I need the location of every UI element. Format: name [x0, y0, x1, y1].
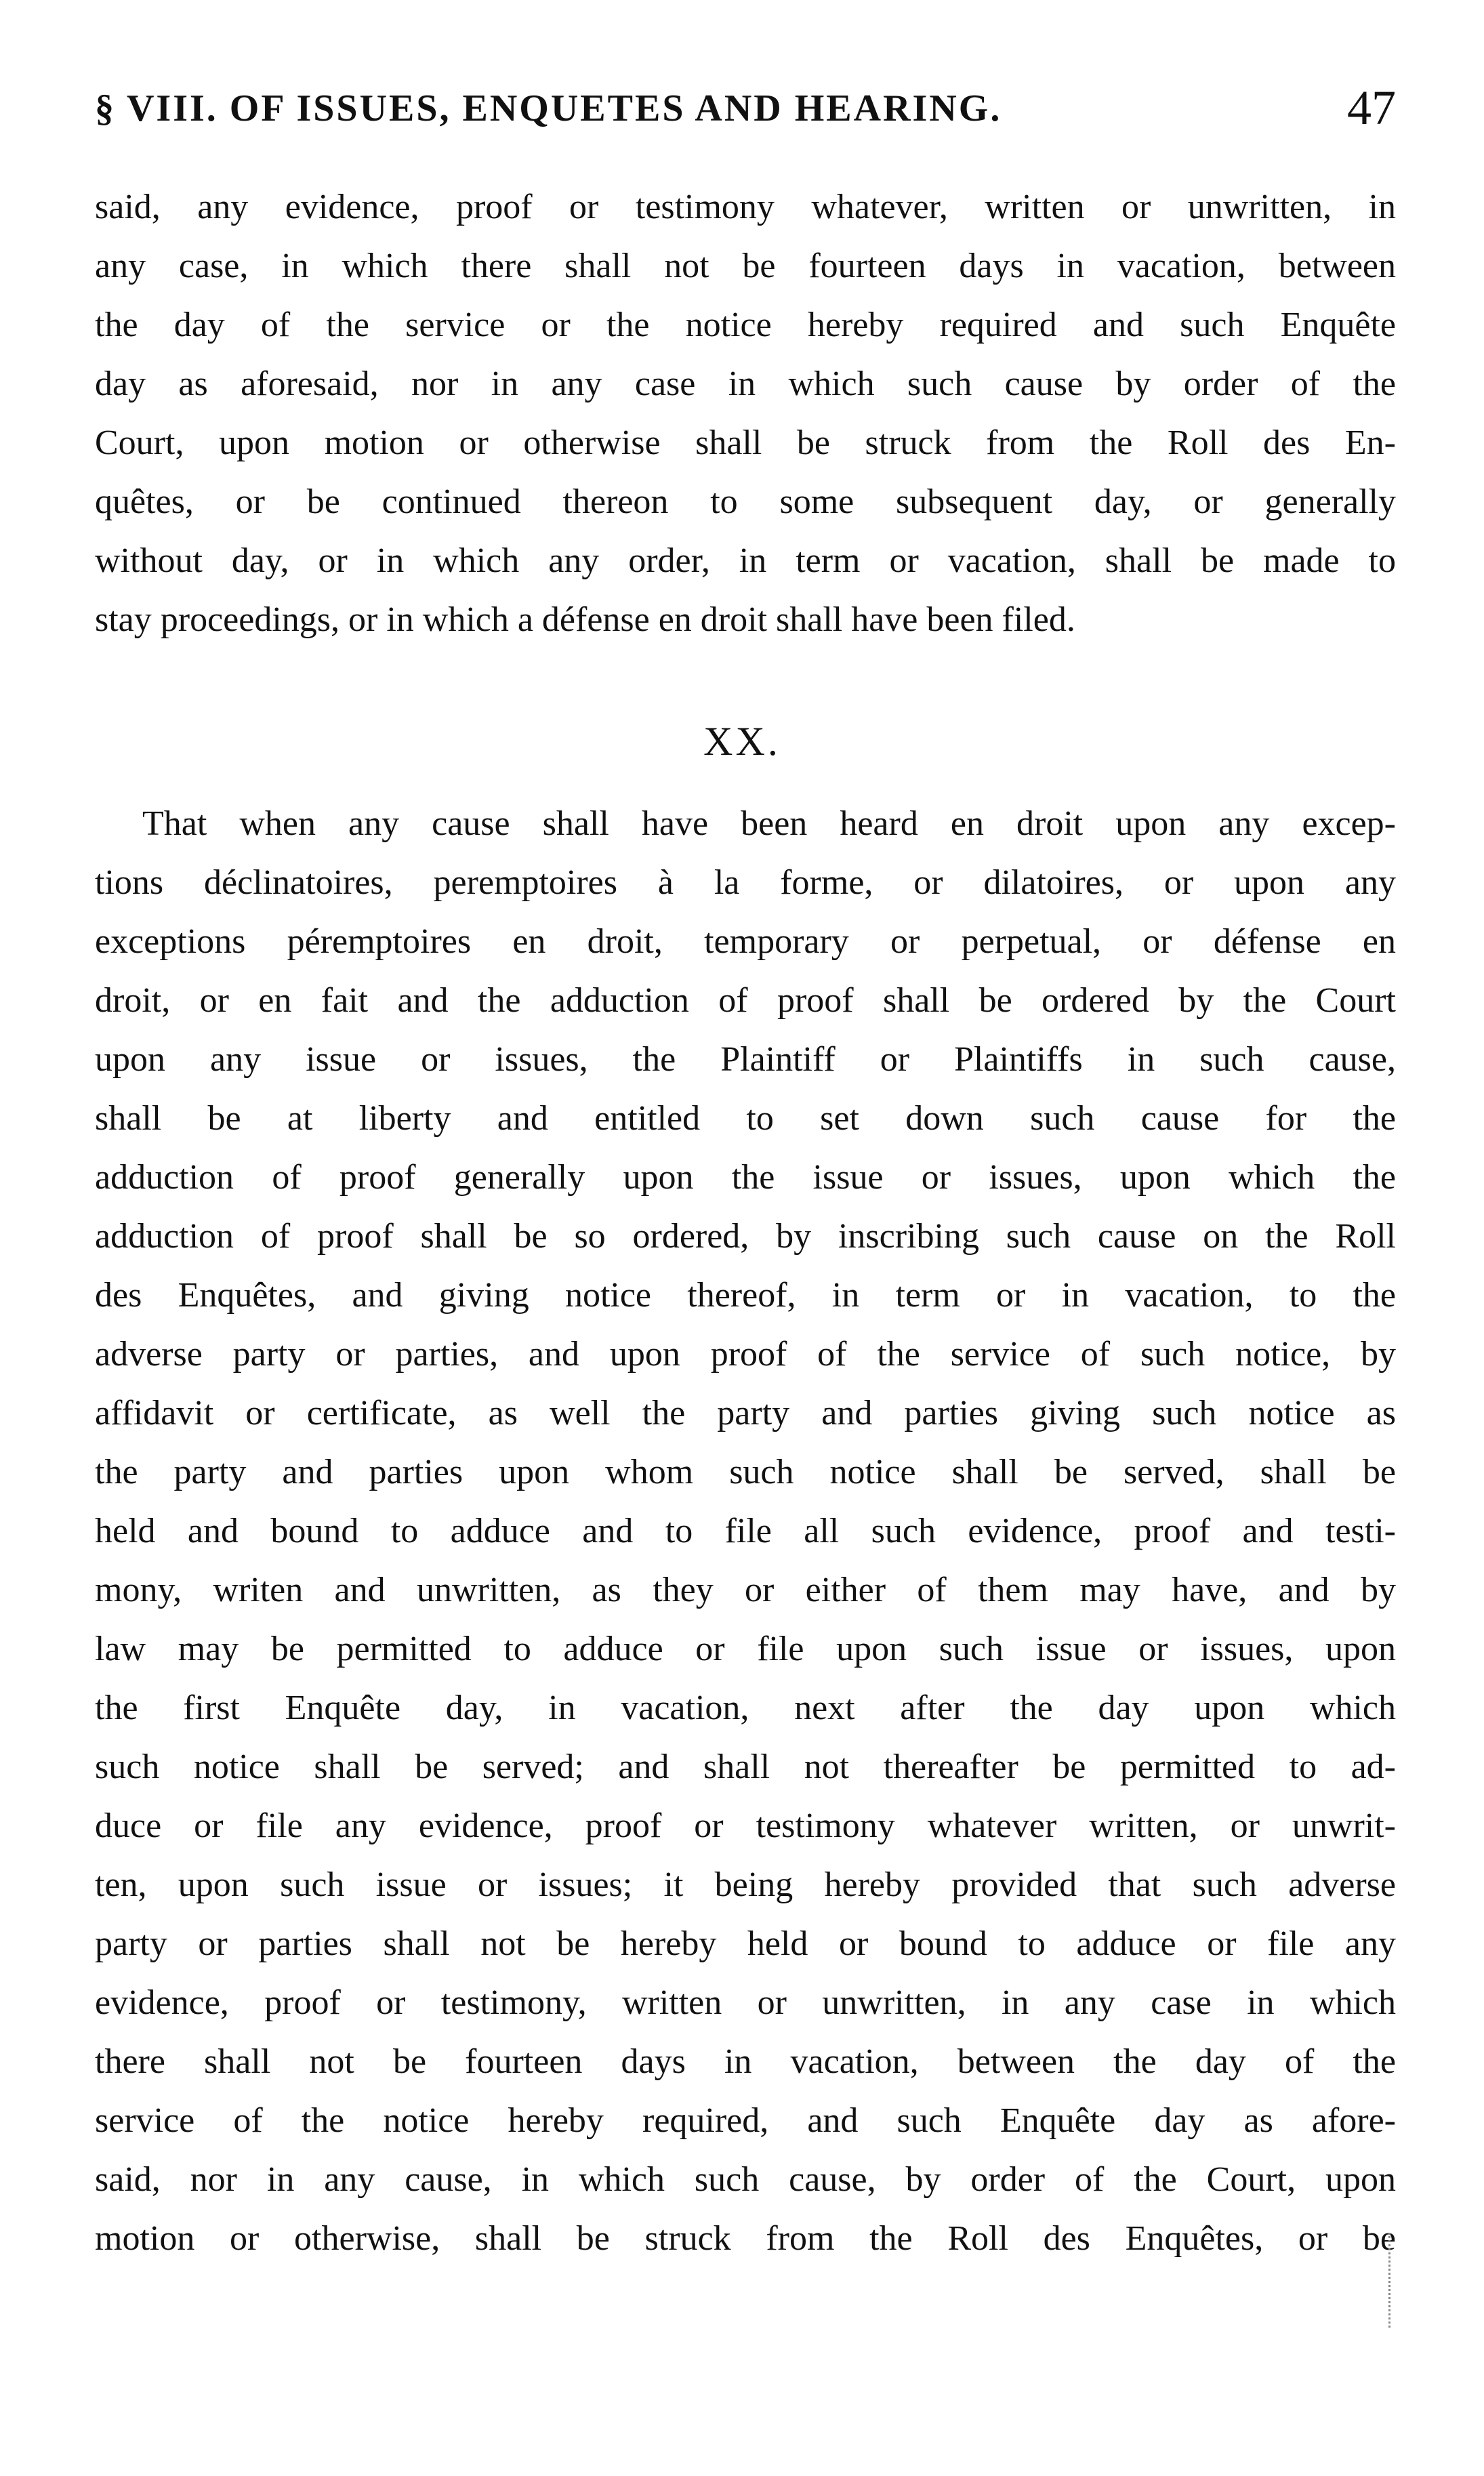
text-line: affidavit or certificate, as well the party and parties giving such notice as	[95, 1394, 1396, 1432]
margin-ink-mark	[1388, 2233, 1393, 2328]
text-line: upon any issue or issues, the Plaintiff or Plaintiffs in such cause,	[95, 1040, 1396, 1079]
text-line: evidence, proof or testimony, written or unwritten, in any case in which	[95, 1983, 1396, 2022]
text-line: without day, or in which any order, in term or vacation, shall be made to	[95, 541, 1396, 580]
text-line: tions déclinatoires, peremptoires à la forme, or dilatoires, or upon any	[95, 863, 1396, 902]
text-line: quêtes, or be continued thereon to some subsequent day, or generally	[95, 482, 1396, 521]
text-line: That when any cause shall have been heard en droit upon any excep-	[142, 804, 1396, 843]
text-line: such notice shall be served; and shall not thereafter be permitted to ad-	[95, 1748, 1396, 1786]
text-line: held and bound to adduce and to file all such evidence, proof and testi-	[95, 1512, 1396, 1550]
text-line: des Enquêtes, and giving notice thereof, in term or in vacation, to the	[95, 1276, 1396, 1315]
text-line: the first Enquête day, in vacation, next after the day upon which	[95, 1689, 1396, 1727]
page-number: 47	[1347, 81, 1396, 135]
text-line: motion or otherwise, shall be struck from the Roll des Enquêtes, or be	[95, 2219, 1396, 2258]
text-line: stay proceedings, or in which a défense en droit shall have been filed.	[95, 600, 1075, 639]
text-line: law may be permitted to adduce or file upon such issue or issues, upon	[95, 1630, 1396, 1668]
paragraph-section-xx	[95, 794, 1396, 2268]
text-line: said, any evidence, proof or testimony whatever, written or unwritten, in	[95, 188, 1396, 226]
text-line: there shall not be fourteen days in vacation, between the day of the	[95, 2042, 1396, 2081]
text-line: Court, upon motion or otherwise shall be struck from the Roll des En-	[95, 424, 1396, 462]
text-line: any case, in which there shall not be fourteen days in vacation, between	[95, 247, 1396, 285]
text-line: ten, upon such issue or issues; it being hereby provided that such adverse	[95, 1865, 1396, 1904]
text-line: adverse party or parties, and upon proof of the service of such notice, by	[95, 1335, 1396, 1374]
text-line: the party and parties upon whom such notice shall be served, shall be	[95, 1453, 1396, 1491]
page-header	[95, 80, 1396, 141]
text-line: shall be at liberty and entitled to set down such cause for the	[95, 1099, 1396, 1138]
text-line: adduction of proof generally upon the issue or issues, upon which the	[95, 1158, 1396, 1197]
text-line: said, nor in any cause, in which such cause, by order of the Court, upon	[95, 2160, 1396, 2199]
text-line: service of the notice hereby required, and such Enquête day as afore-	[95, 2101, 1396, 2140]
text-line: party or parties shall not be hereby held or bound to adduce or file any	[95, 1924, 1396, 1963]
text-line: day as aforesaid, nor in any case in which such cause by order of the	[95, 365, 1396, 403]
paragraph-continued	[95, 178, 1396, 649]
text-line: adduction of proof shall be so ordered, by inscribing such cause on the Roll	[95, 1217, 1396, 1256]
text-line: exceptions péremptoires en droit, temporary or perpetual, or défense en	[95, 922, 1396, 961]
text-line: duce or file any evidence, proof or testimony whatever written, or unwrit-	[95, 1807, 1396, 1845]
text-line: mony, writen and unwritten, as they or either of them may have, and by	[95, 1571, 1396, 1609]
section-heading: XX.	[703, 719, 781, 764]
running-head: § VIII. OF ISSUES, ENQUETES AND HEARING.	[95, 87, 1002, 129]
text-line: droit, or en fait and the adduction of proof shall be ordered by the Court	[95, 981, 1396, 1020]
text-line: the day of the service or the notice hereby required and such Enquête	[95, 306, 1396, 344]
